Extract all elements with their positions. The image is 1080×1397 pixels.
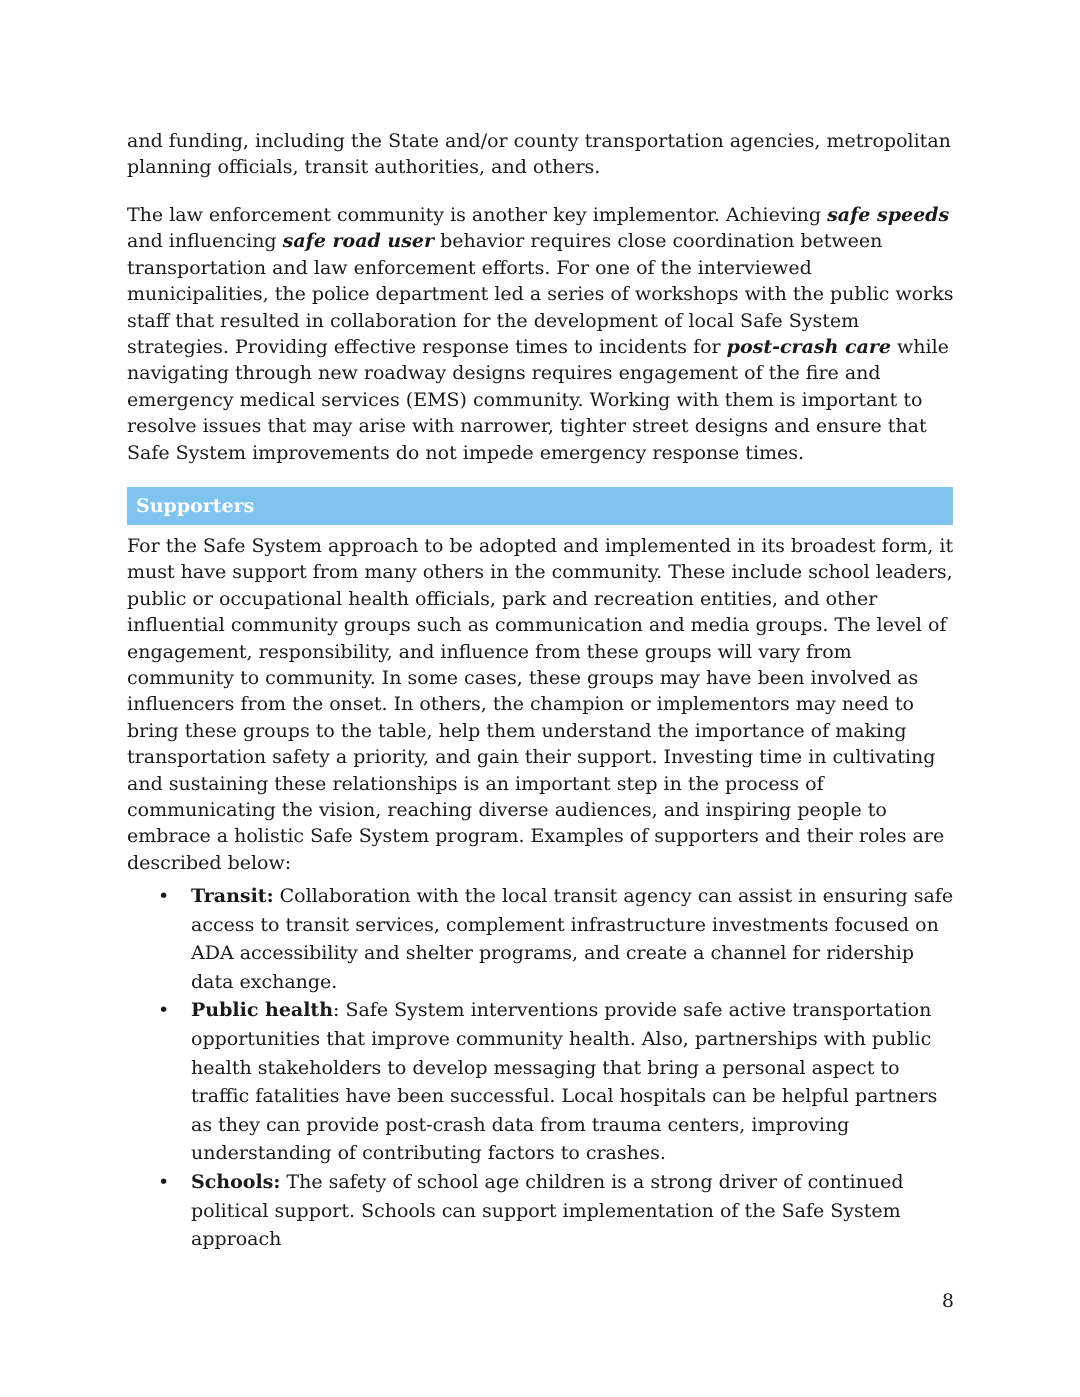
list-item [127,882,957,996]
page-number: 8 [941,1290,954,1312]
paragraph-funding: and funding, including the State and/or county transportation agencies, metropolitan planning officials, transit authorities, and others. [127,130,957,179]
list-item-label: Schools: [191,1170,281,1193]
bullet-icon: • [158,1170,170,1193]
list-item [127,996,957,1168]
emphasis-safe-speeds: safe speeds [827,204,950,226]
bullet-icon: • [158,999,170,1022]
paragraph-text: while navigating through new roadway designs requires engagement of the fire and emergency medical services (EMS) community. Working with them is important to resolve issues that may arise with narrower, tighter street designs and ensure that Safe System improvements do not impede emergency response times. [127,336,955,464]
emphasis-safe-road-user: safe road user [282,230,435,253]
list-item-text: : Safe System interventions provide safe active transportation opportunities that improve community health. Also, partnerships with public health stakeholders to develop messaging that bring a personal aspect to traffic fatalities have been successful. Local hospitals can be helpful partners as they can provide post-crash data from trauma centers, improving understanding of contributing factors to crashes. [191,999,938,1165]
list-item-text: Collaboration with the local transit agency can assist in ensuring safe access to transit services, complement infrastructure investments focused on ADA accessibility and shelter programs, and create a channel for ridership data exchange. [191,885,954,993]
list-item-label: Public health [191,999,334,1022]
list-item-label: Transit: [191,885,274,907]
section-heading: Supporters [136,495,255,517]
list-item [127,1168,957,1254]
bullet-icon: • [158,885,170,907]
supporters-list [127,882,957,1254]
paragraph-law-enforcement [127,202,960,466]
paragraph-supporters: For the Safe System approach to be adopted and implemented in its broadest form, it must have support from many others in the community. These include school leaders, public or occupational health officials, park and recreation entities, and other influential community groups such as communication and media groups. The level of engagement, responsibility, and influence from these groups will vary from community to community. In some cases, these groups may have been involved as influencers from the onset. In others, the champion or implementors may need to bring these groups to the table, help them understand the importance of making transportation safety a priority, and gain their support. Investing time in cultivating and sustaining these relationships is an important step in the process of communicating the vision, reaching diverse audiences, and inspiring people to embrace a holistic Safe System program. Examples of supporters and their roles are described below: [127,535,960,874]
paragraph-text: and influencing [127,204,956,253]
paragraph-text: behavior requires close coordination between transportation and law enforcement efforts. For one of the interviewed municipalities, the police department led a series of workshops with the public works staff that resulted in collaboration for the development of local Safe System strategies. Providing effective response times to incidents for [127,230,960,359]
paragraph-text: The law enforcement community is another key implementor. Achieving [127,204,828,226]
section-header-band [127,487,953,525]
list-item-text: The safety of school age children is a strong driver of continued political support. Schools can support implementation of the Safe System approach [191,1170,904,1251]
emphasis-post-crash-care: post-crash care [726,336,891,359]
